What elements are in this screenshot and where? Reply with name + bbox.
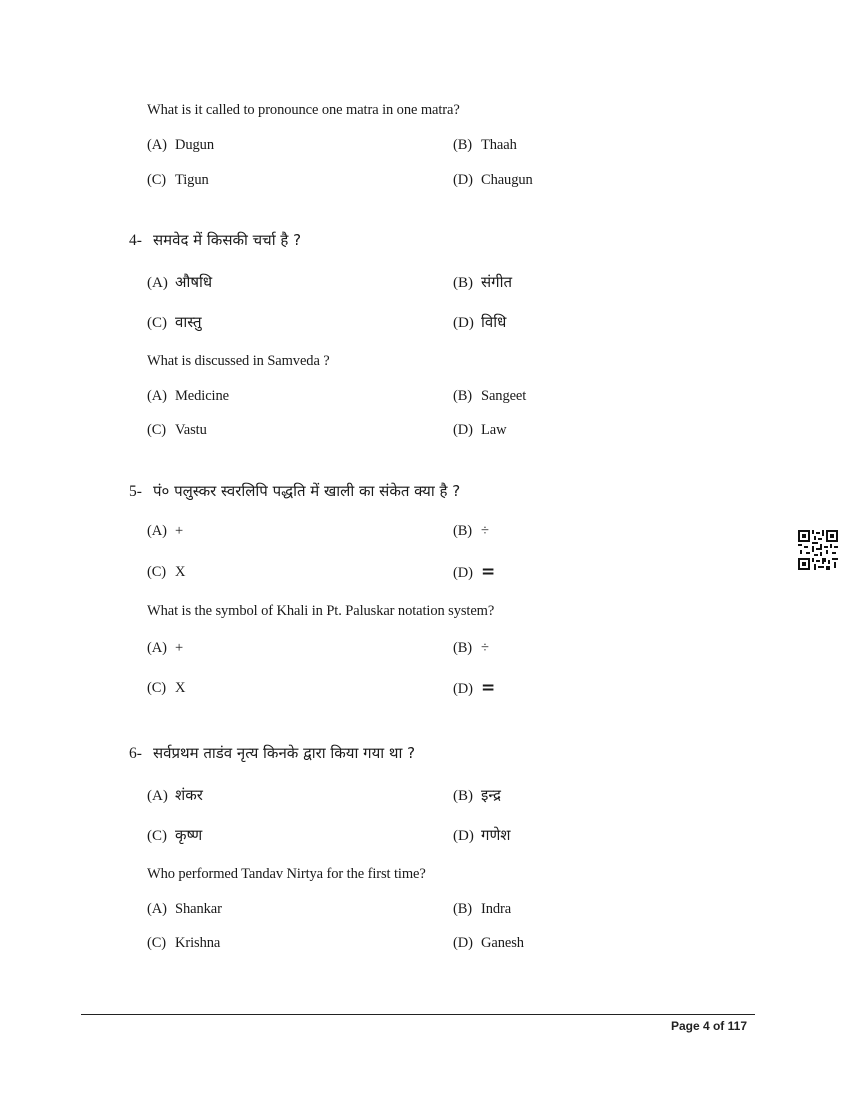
option-text: वास्तु [175,313,202,331]
option-label: (C) [147,564,167,580]
q4-english-question: What is discussed in Samveda ? [147,353,330,369]
option-text: विधि [481,313,507,331]
option-text: Krishna [175,935,221,951]
option-text: ÷ [481,523,489,539]
footer-divider [81,1014,755,1015]
option-text: X [175,564,186,580]
option-label: (C) [147,315,167,331]
question-number: 4- [129,232,142,249]
q5-hi-option-d [453,562,495,582]
q4-en-option-a [147,388,229,405]
q6-hindi-question [129,743,415,763]
option-label: (D) [453,315,474,331]
option-label: (D) [453,935,473,951]
option-text: = [481,562,496,582]
option-label: (A) [147,275,168,291]
option-text: Ganesh [481,935,524,951]
option-text: गणेश [481,826,511,844]
option-text: औषधि [175,273,213,291]
q5-hi-option-a [147,523,183,540]
q3-en-option-c [147,172,209,189]
question-text: पं० पलुस्कर स्वरलिपि पद्धति में खाली का संकेत क्या है ? [153,482,461,500]
option-text: Indra [481,901,512,917]
option-text: = [481,678,496,698]
option-label: (C) [147,935,167,951]
q6-hi-option-d [453,825,511,845]
option-label: (D) [453,422,473,438]
option-label: (C) [147,422,167,438]
q4-hi-option-c [147,312,202,332]
q3-en-option-b [453,137,517,154]
option-label: (C) [147,172,167,188]
option-label: (B) [453,523,473,539]
option-text: कृष्ण [175,826,203,844]
option-text: Medicine [175,388,229,404]
option-text: Shankar [175,901,222,917]
option-label: (A) [147,788,168,804]
q4-en-option-d [453,422,506,439]
option-text: Thaah [481,137,517,153]
q4-hi-option-a [147,272,212,292]
q5-en-option-a [147,640,183,657]
option-text: Chaugun [481,172,533,188]
option-text: + [175,523,184,539]
q5-hindi-question [129,481,460,501]
q3-en-option-a [147,137,214,154]
option-text: इन्द्र [481,786,501,804]
option-label: (A) [147,901,167,917]
question-number: 5- [129,483,142,500]
q4-hi-option-b [453,272,512,292]
q5-english-question: What is the symbol of Khali in Pt. Paluskar notation system? [147,603,495,619]
option-label: (D) [453,172,473,188]
q3-english-question: What is it called to pronounce one matra in one matra? [147,102,460,118]
option-label: (C) [147,828,167,844]
option-label: (D) [453,565,473,581]
option-text: X [175,680,186,696]
q5-en-option-c [147,680,185,697]
q6-en-option-a [147,901,222,918]
option-text: Dugun [175,137,214,153]
option-label: (A) [147,640,167,656]
option-label: (A) [147,523,167,539]
q6-hi-option-b [453,785,501,805]
option-text: Vastu [175,422,207,438]
option-label: (B) [453,901,473,917]
question-text: सर्वप्रथम ताडंव नृत्य किनके द्वारा किया गया था ? [153,744,416,762]
q6-hi-option-c [147,825,202,845]
q6-en-option-d [453,935,524,952]
option-label: (B) [453,788,473,804]
q5-en-option-d [453,678,495,698]
question-text: समवेद में किसकी चर्चा है ? [153,231,302,249]
q5-hi-option-c [147,564,185,581]
option-text: शंकर [175,786,203,804]
option-label: (C) [147,680,167,696]
q6-en-option-b [453,901,511,918]
option-label: (B) [453,640,473,656]
q4-hindi-question [129,230,301,250]
qr-code-icon [798,530,838,570]
option-label: (B) [453,388,473,404]
q6-hi-option-a [147,785,203,805]
q4-en-option-c [147,422,207,439]
q6-english-question: Who performed Tandav Nirtya for the first time? [147,866,426,882]
q4-en-option-b [453,388,526,405]
q6-en-option-c [147,935,220,952]
option-label: (D) [453,681,473,697]
option-label: (B) [453,137,473,153]
q5-en-option-b [453,640,489,657]
option-label: (A) [147,388,167,404]
option-label: (D) [453,828,474,844]
option-text: Sangeet [481,388,527,404]
option-label: (A) [147,137,167,153]
page-number: Page 4 of 117 [670,1019,747,1033]
q3-en-option-d [453,172,533,189]
option-text: ÷ [481,640,489,656]
question-number: 6- [129,745,142,762]
option-text: + [175,640,184,656]
option-label: (B) [453,275,473,291]
option-text: Law [481,422,507,438]
option-text: Tigun [175,172,209,188]
q4-hi-option-d [453,312,506,332]
option-text: संगीत [481,273,513,291]
q5-hi-option-b [453,523,489,540]
